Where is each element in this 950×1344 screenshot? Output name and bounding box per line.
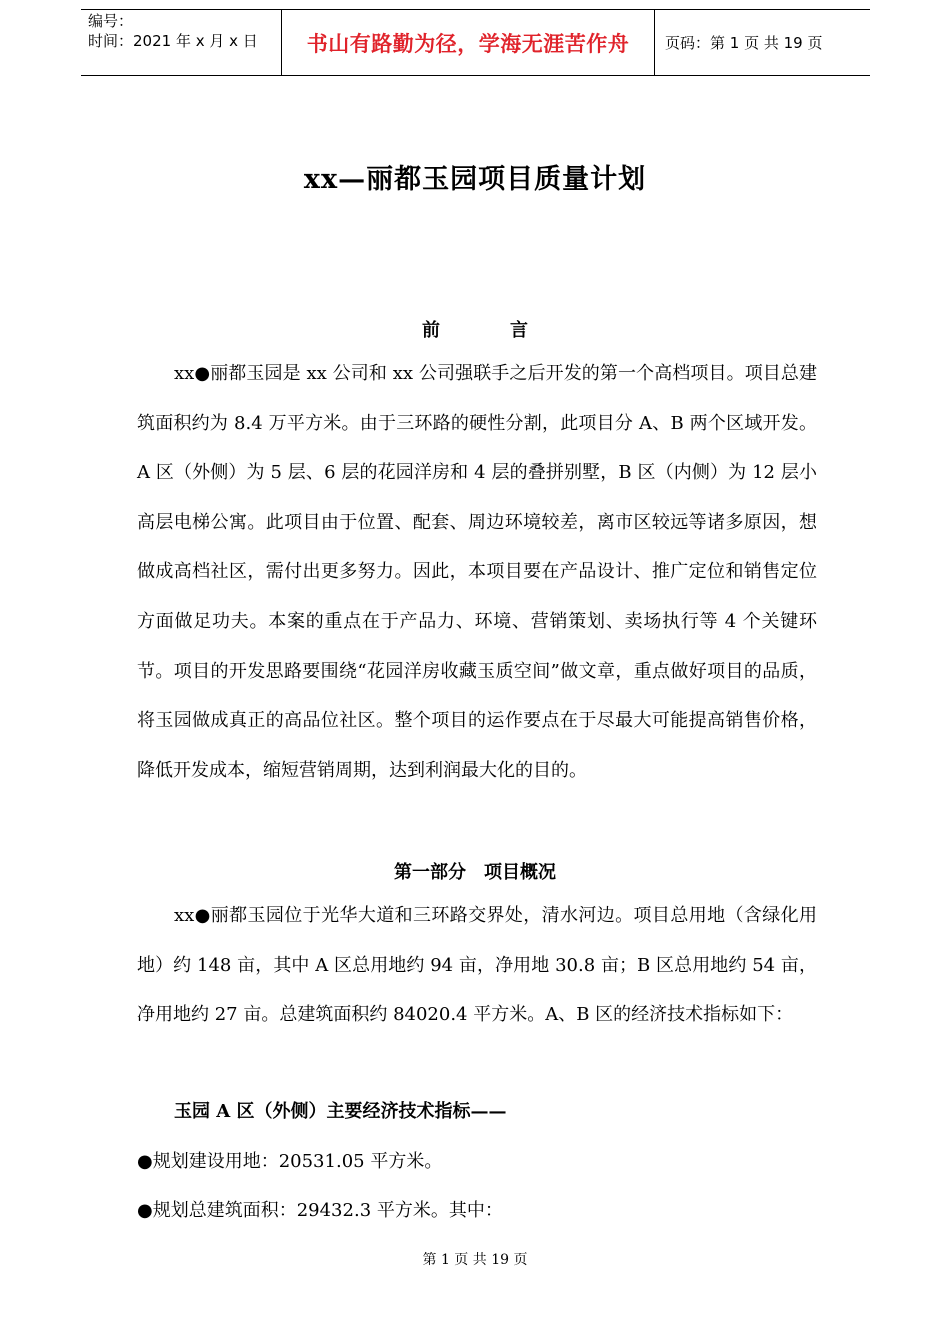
document-date-label: 时间：2021 年 x 月 x 日 <box>88 32 258 50</box>
bullet-item: ●规划建设用地：20531.05 平方米。 <box>137 1151 443 1172</box>
zone-a-heading: 玉园 A 区（外侧）主要经济技术指标—— <box>174 1101 507 1122</box>
part1-heading: 第一部分 项目概况 <box>394 862 556 883</box>
document-number-label: 编号： <box>88 12 134 30</box>
preface-paragraph: xx●丽都玉园是 xx 公司和 xx 公司强联手之后开发的第一个高档项目。项目总建筑面积约为 8.4 万平方米。由于三环路的硬性分割，此项目分 A、B 两个区域开发。A 区（外侧）为 5 层、6 层的花园洋房和 4 层的叠拼别墅，B 区（内侧）为 12 层小高层电梯公寓。此项目由于位置、配套、周边环境较差，离市区较远等诸多原因，想做成高档社区，需付出更多努力。因此，本项目要在产品设计、推广定位和销售定位方面做足功夫。本案的重点在于产品力、环境、营销策划、卖场执行等 4 个关键环节。项目的开发思路要围绕“花园洋房收藏玉质空间”做文章，重点做好项目的品质，将玉园做成真正的高品位社区。整个项目的运作要点在于尽最大可能提高销售价格，降低开发成本，缩短营销周期，达到利润最大化的目的。 <box>137 363 817 781</box>
part1-paragraph: xx●丽都玉园位于光华大道和三环路交界处，清水河边。项目总用地（含绿化用地）约 148 亩，其中 A 区总用地约 94 亩，净用地 30.8 亩；B 区总用地约 54 亩，净用地约 27 亩。总建筑面积约 84020.4 平方米。A、B 区的经济技术指标如下： <box>137 905 817 1026</box>
header-table <box>81 9 870 76</box>
bullet-item: ●规划总建筑面积：29432.3 平方米。其中： <box>137 1200 503 1221</box>
document-title: xx—丽都玉园项目质量计划 <box>303 164 647 195</box>
preface-heading-right: 言 <box>510 320 528 341</box>
header-motto: 书山有路勤为径，学海无涯苦作舟 <box>306 31 630 56</box>
preface-heading <box>0 316 950 342</box>
preface-heading-left: 前 <box>422 320 440 341</box>
page-footer: 第 1 页 共 19 页 <box>422 1252 528 1268</box>
header-motto-cell <box>281 10 655 75</box>
header-meta-cell <box>81 10 281 75</box>
header-page-info: 页码：第 1 页 共 19 页 <box>665 34 823 52</box>
header-page-cell <box>655 10 870 75</box>
